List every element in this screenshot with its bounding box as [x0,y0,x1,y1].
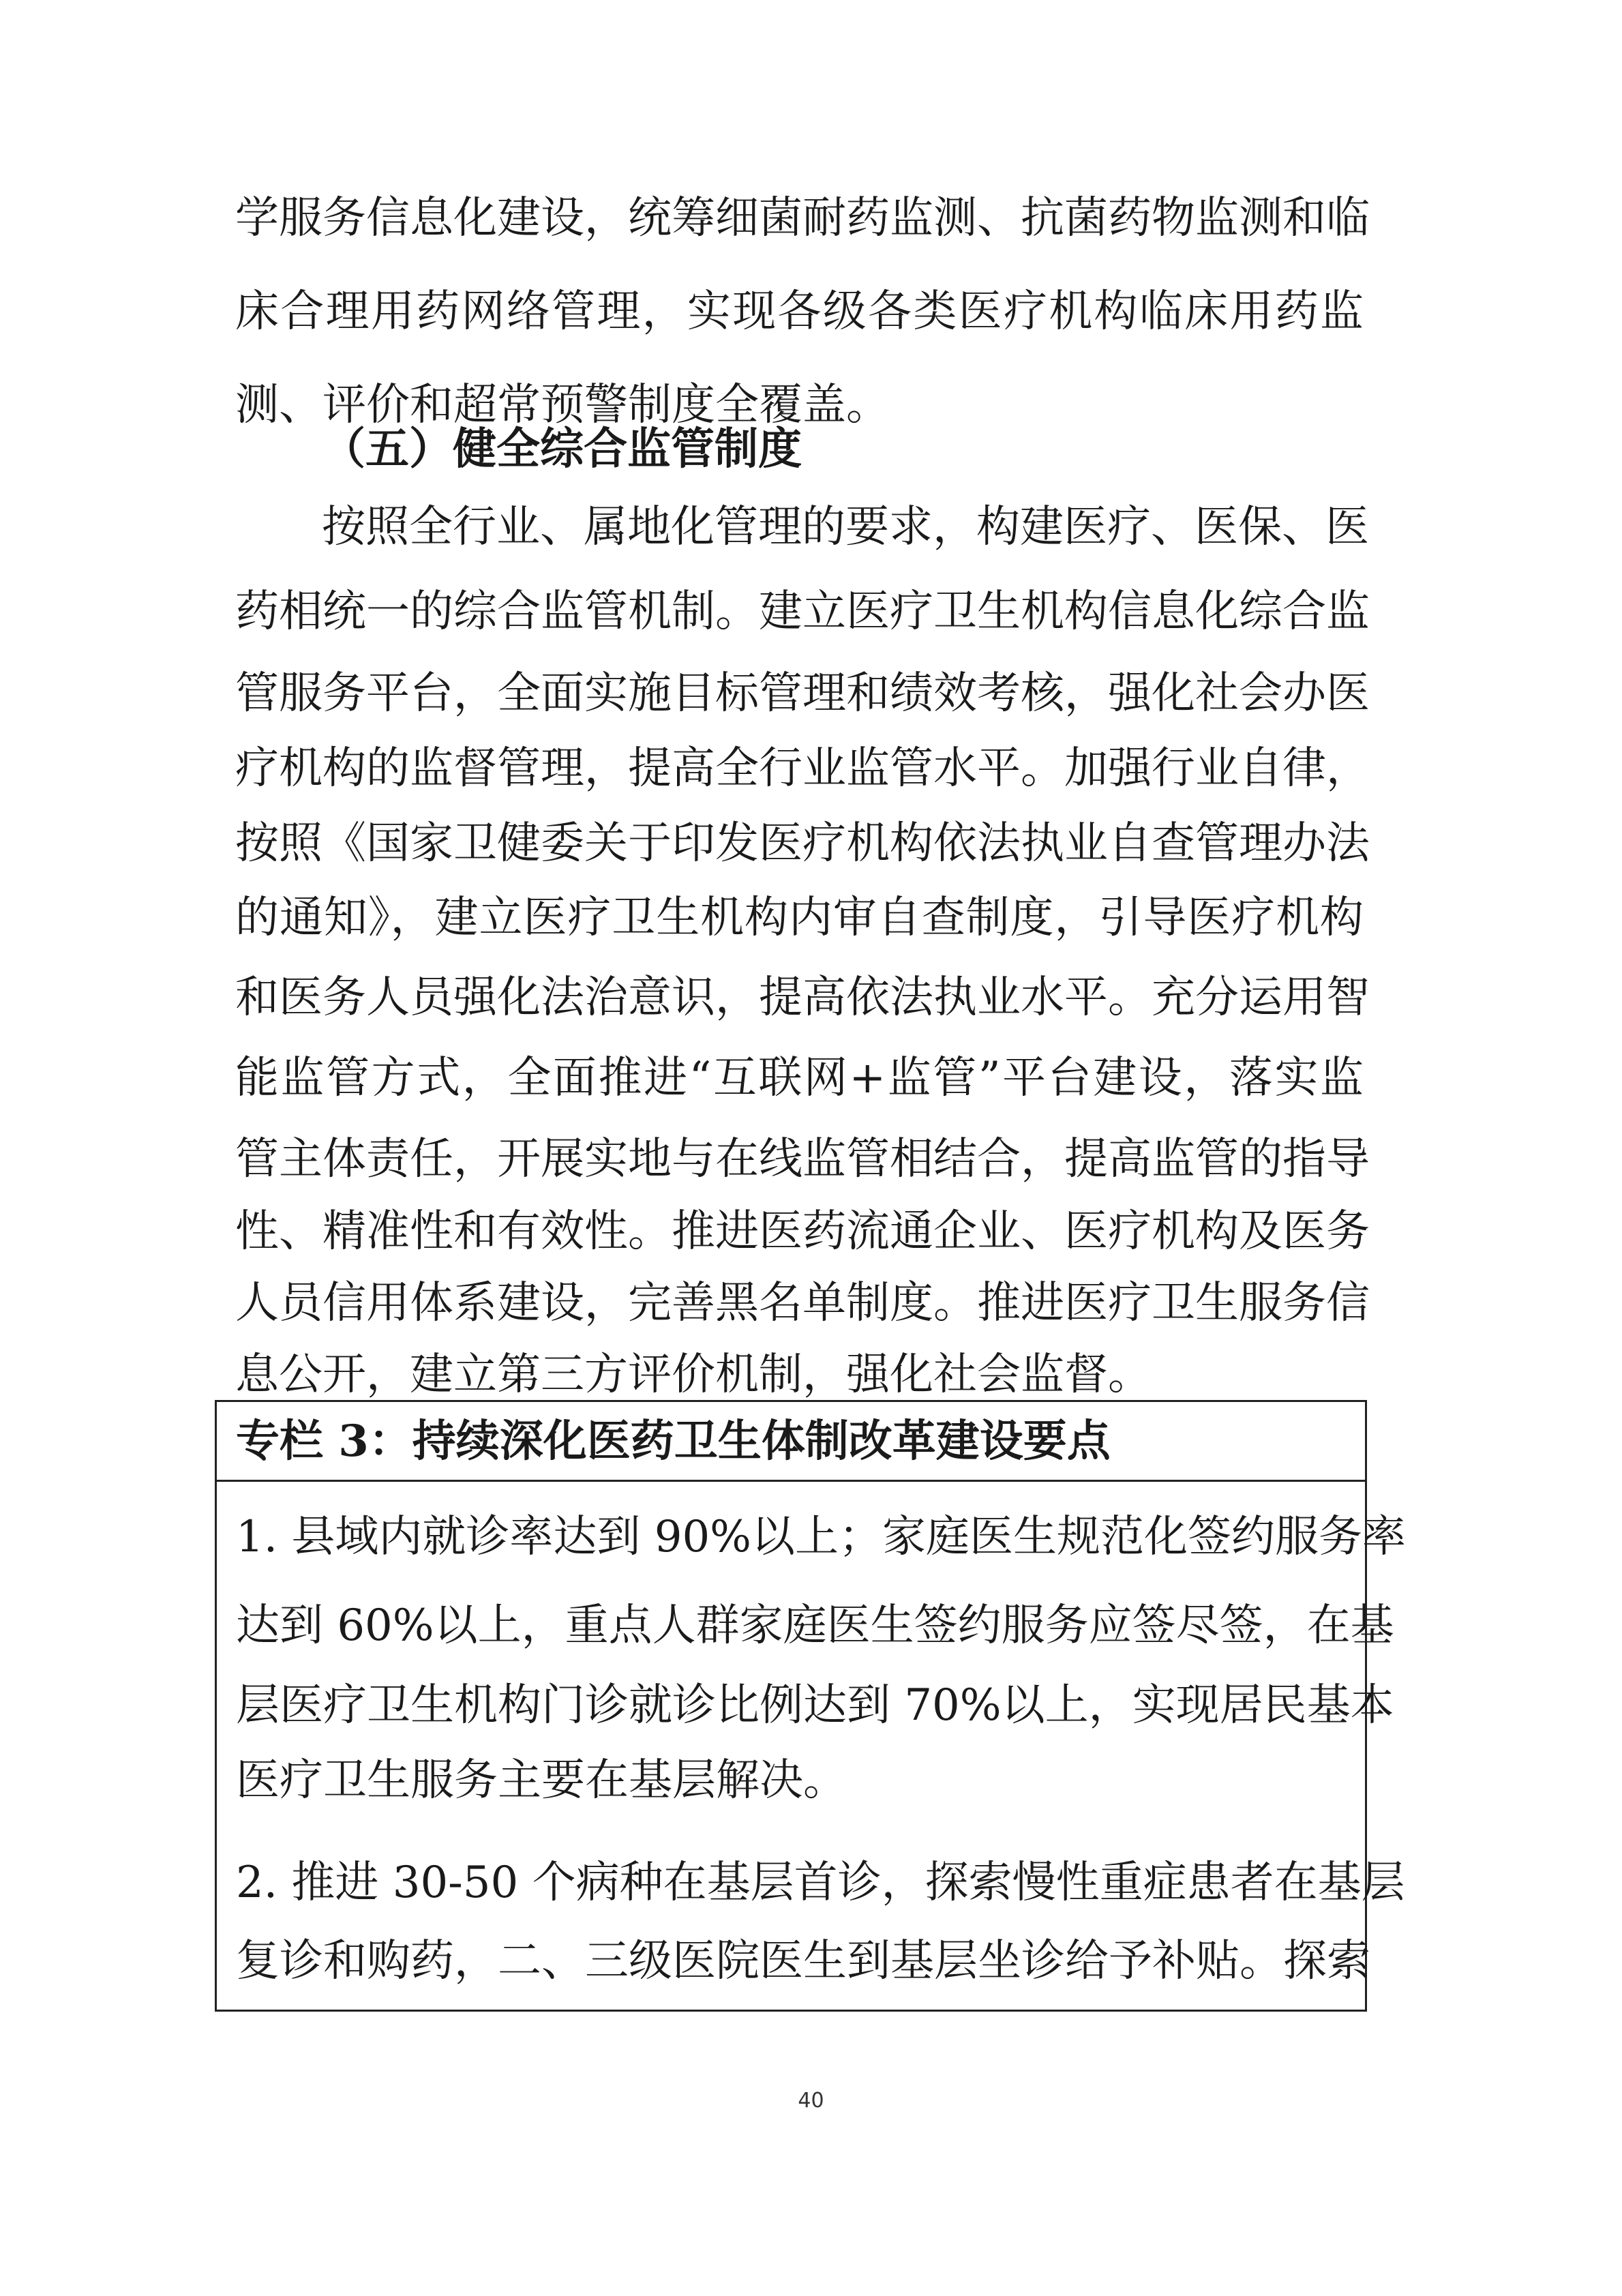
body-text-line: 息公开，建立第三方评价机制，强化社会监督。 [235,1350,1152,1400]
column-box-title: 专栏 3：持续深化医药卫生体制改革建设要点 [236,1416,1111,1467]
body-text-line: 的通知》，建立医疗卫生机构内审自查制度，引导医疗机构 [235,893,1364,943]
column-box-line: 达到 60%以上，重点人群家庭医生签约服务应签尽签，在基 [236,1600,1394,1651]
body-text-line: 学服务信息化建设，统筹细菌耐药监测、抗菌药物监测和临 [235,193,1370,243]
body-text-line: 性、精准性和有效性。推进医药流通企业、医疗机构及医务 [235,1206,1370,1257]
body-text-line: 人员信用体系建设，完善黑名单制度。推进医疗卫生服务信 [235,1278,1370,1328]
body-text-line: 疗机构的监督管理，提高全行业监管水平。加强行业自律， [235,743,1370,794]
section-heading: （五）健全综合监管制度 [322,423,802,475]
body-text-line: 测、评价和超常预警制度全覆盖。 [235,380,890,430]
body-text-line: 按照全行业、属地化管理的要求，构建医疗、医保、医 [322,502,1369,552]
body-text-line: 能监管方式，全面推进“互联网+监管”平台建设，落实监 [235,1053,1364,1103]
body-text-line: 按照《国家卫健委关于印发医疗机构依法执业自查管理办法 [235,818,1370,869]
body-text-line: 管服务平台，全面实施目标管理和绩效考核，强化社会办医 [235,668,1370,719]
column-box-line: 2. 推进 30-50 个病种在基层首诊，探索慢性重症患者在基层 [236,1858,1405,1908]
column-box-line: 层医疗卫生机构门诊就诊比例达到 70%以上，实现居民基本 [236,1680,1394,1731]
column-box-line: 医疗卫生服务主要在基层解决。 [236,1755,847,1806]
column-box-line: 1. 县域内就诊率达到 90%以上；家庭医生规范化签约服务率 [236,1512,1406,1562]
body-text-line: 床合理用药网络管理，实现各级各类医疗机构临床用药监 [235,286,1364,337]
body-text-line: 和医务人员强化法治意识，提高依法执业水平。充分运用智 [235,972,1370,1023]
column-box [215,1400,1406,2012]
column-box-line: 复诊和购药，二、三级医院医生到基层坐诊给予补贴。探索 [236,1936,1370,1986]
body-text-line: 药相统一的综合监管机制。建立医疗卫生机构信息化综合监 [235,586,1370,637]
column-box-header [217,1402,1365,1482]
page-number: 40 [798,2089,824,2113]
body-text-line: 管主体责任，开展实地与在线监管相结合，提高监管的指导 [235,1134,1370,1184]
